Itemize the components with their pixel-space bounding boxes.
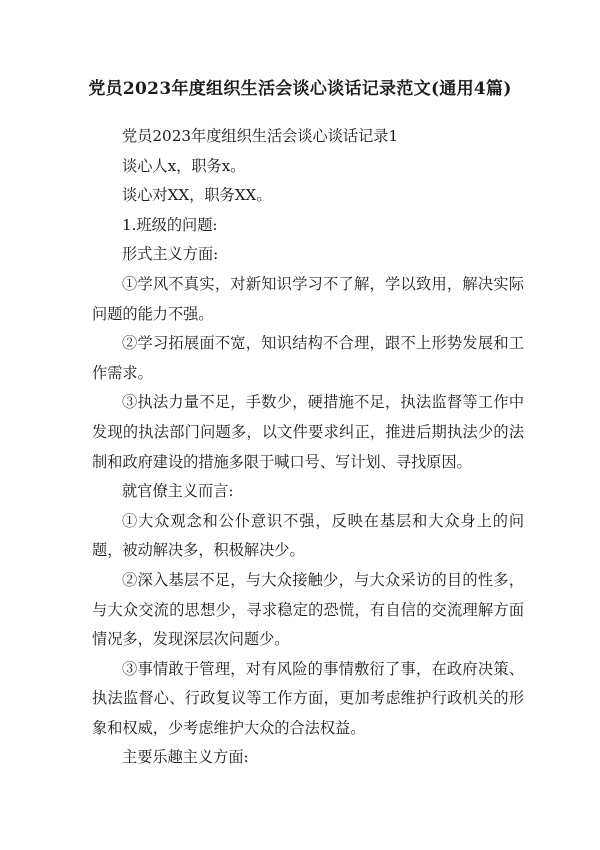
paragraph-record-heading: 党员2023年度组织生活会谈心谈话记录1: [122, 127, 399, 145]
paragraph-formalism-3: ③执法力量不足，手数少，硬措施不足，执法监督等工作中发现的执法部门问题多，以文件要求纠正，推进后期执法少的法制和政府建设的措施多限于喊口号、写计划、寻找原因。: [92, 393, 524, 471]
paragraph-section-1: 1.班级的问题:: [122, 215, 218, 234]
paragraph-interviewee: 谈心对XX，职务XX。: [122, 186, 272, 205]
paragraph-formalism-heading: 形式主义方面:: [122, 245, 219, 264]
paragraph-formalism-1: ①学风不真实，对新知识学习不了解，学以致用，解决实际问题的能力不强。: [92, 274, 524, 323]
paragraph-hedonism-heading: 主要乐趣主义方面:: [122, 748, 249, 767]
document-body: [92, 122, 524, 773]
paragraph-interviewer: 谈心人x，职务x。: [122, 156, 246, 175]
document-title: 党员2023年度组织生活会谈心谈话记录范文(通用4篇): [88, 79, 512, 99]
paragraph-formalism-2: ②学习拓展面不宽，知识结构不合理，跟不上形势发展和工作需求。: [92, 334, 524, 382]
paragraph-bureaucracy-heading: 就官僚主义而言:: [122, 482, 234, 501]
paragraph-bureaucracy-1: ①大众观念和公仆意识不强，反映在基层和大众身上的问题，被动解决多，积极解决少。: [92, 511, 524, 560]
paragraph-bureaucracy-3: ③事情敢于管理，对有风险的事情敷衍了事，在政府决策、执法监督心、行政复议等工作方面，更加考虑维护行政机关的形象和权威，少考虑维护大众的合法权益。: [92, 659, 524, 737]
paragraph-bureaucracy-2: ②深入基层不足，与大众接触少，与大众采访的目的性多，与大众交流的思想少，寻求稳定的恐慌，有自信的交流理解方面情况多，发现深层次问题少。: [92, 570, 524, 649]
